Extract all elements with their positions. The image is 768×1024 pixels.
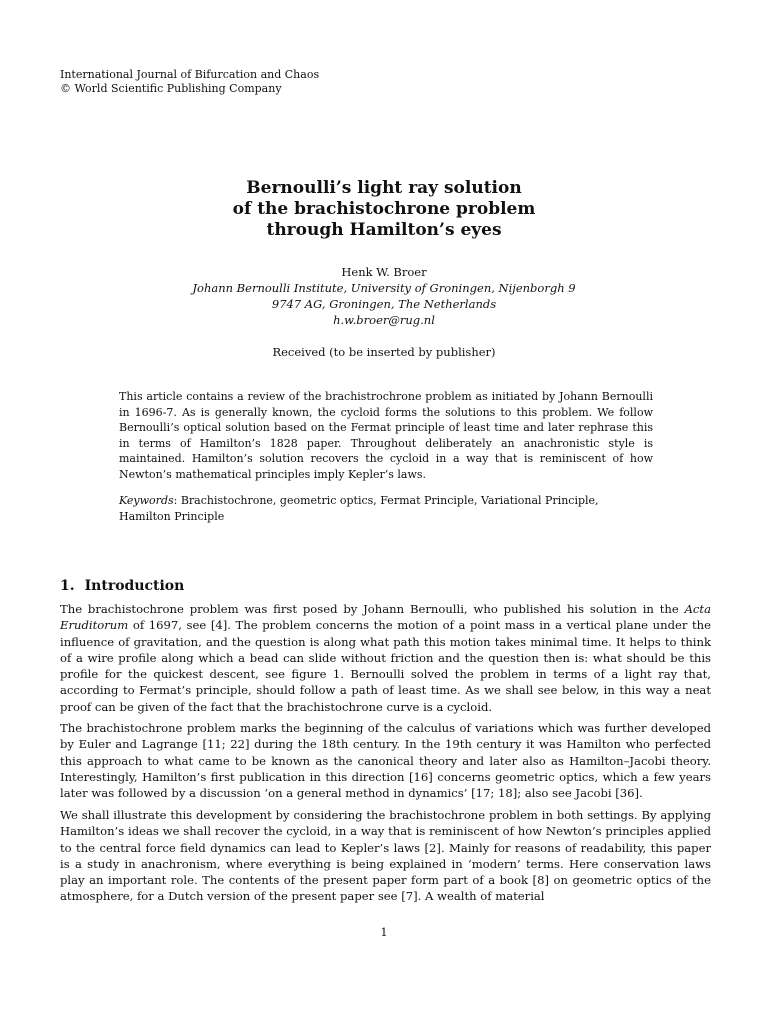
author-name: Henk W. Broer [341,265,427,279]
acta-eruditorum: Acta Eruditorum [60,602,711,633]
author-affiliation-2: 9747 AG, Groningen, The Netherlands [271,297,497,311]
intro-paragraph-1 [60,601,711,715]
received-note: Received (to be inserted by publisher) [272,345,496,359]
keywords [119,493,653,524]
page-number: 1 [380,926,388,939]
paragraph-1-text-a: The brachistochrone problem was first posed by Johann Bernoulli, who published his solution in the [60,602,685,616]
keywords-text: : Brachistochrone, geometric optics, Fermat Principle, Variational Principle, Hamilton Principle [119,494,599,523]
paragraph-1-text-b: of 1697, see [4]. The problem concerns the motion of a point mass in a vertical plane under the influence of gravitation, and the question is along what path this motion takes minimal time. It helps to think of a wire profile along which a bead can slide without friction and the question then is: what should be this profile for the quickest descent, see figure 1. Bernoulli solved the problem in terms of a light ray that, according to Fermat’s principle, should follow a path of least time. As we shall see below, in this way a neat proof can be given of the fact that the brachistochrone curve is a cycloid. [60,618,711,714]
author-affiliation-1: Johann Bernoulli Institute, University of Groningen, Nijenborgh 9 [192,281,576,295]
paper-title [0,178,768,241]
keywords-label: Keywords [119,494,174,507]
section-title: Introduction [84,578,185,594]
section-number: 1. [60,578,75,594]
title-line-2: of the brachistochrone problem [232,199,536,219]
author-email: h.w.broer@rug.nl [333,313,435,327]
title-line-1: Bernoulli’s light ray solution [246,178,522,198]
journal-name: International Journal of Bifurcation and Chaos [60,68,320,81]
copyright-line: © World Scientific Publishing Company [60,82,282,95]
intro-paragraph-2: The brachistochrone problem marks the beginning of the calculus of variations which was further developed by Euler and Lagrange [11; 22] during the 18th century. In the 19th century it was Hamilton who perfected this approach to what came to be known as the canonical theory and later also as Hamilton–Jacobi theory. Interestingly, Hamilton’s first publication in this direction [16] concerns geometric optics, which a few years later was followed by a discussion ‘on a general method in dynamics’ [17; 18]; also see Jacobi [36]. [60,721,711,801]
author-block [0,264,768,328]
section-heading [60,578,194,594]
abstract: This article contains a review of the brachistrochrone problem as initiated by Johann Bernoulli in 1696-7. As is generally known, the cycloid forms the solutions to this problem. We follow Bernoulli’s optical solution based on the Fermat principle of least time and later rephrase this in terms of Hamilton’s 1828 paper. Throughout deliberately an anachronistic style is maintained. Hamilton’s solution recovers the cycloid in a way that is reminiscent of how Newton’s mathematical principles imply Kepler’s laws. [119,390,653,481]
title-line-3: through Hamilton’s eyes [266,220,502,240]
intro-paragraph-3: We shall illustrate this development by considering the brachistochrone problem in both settings. By applying Hamilton’s ideas we shall recover the cycloid, in a way that is reminiscent of how Newton’s principles applied to the central force field dynamics can lead to Kepler’s laws [2]. Mainly for reasons of readability, this paper is a study in anachronism, where everything is being explained in ‘modern’ terms. Here conservation laws play an important role. The contents of the present paper form part of a book [8] on geometric optics of the atmosphere, for a Dutch version of the present paper see [7]. A wealth of material [60,808,711,904]
